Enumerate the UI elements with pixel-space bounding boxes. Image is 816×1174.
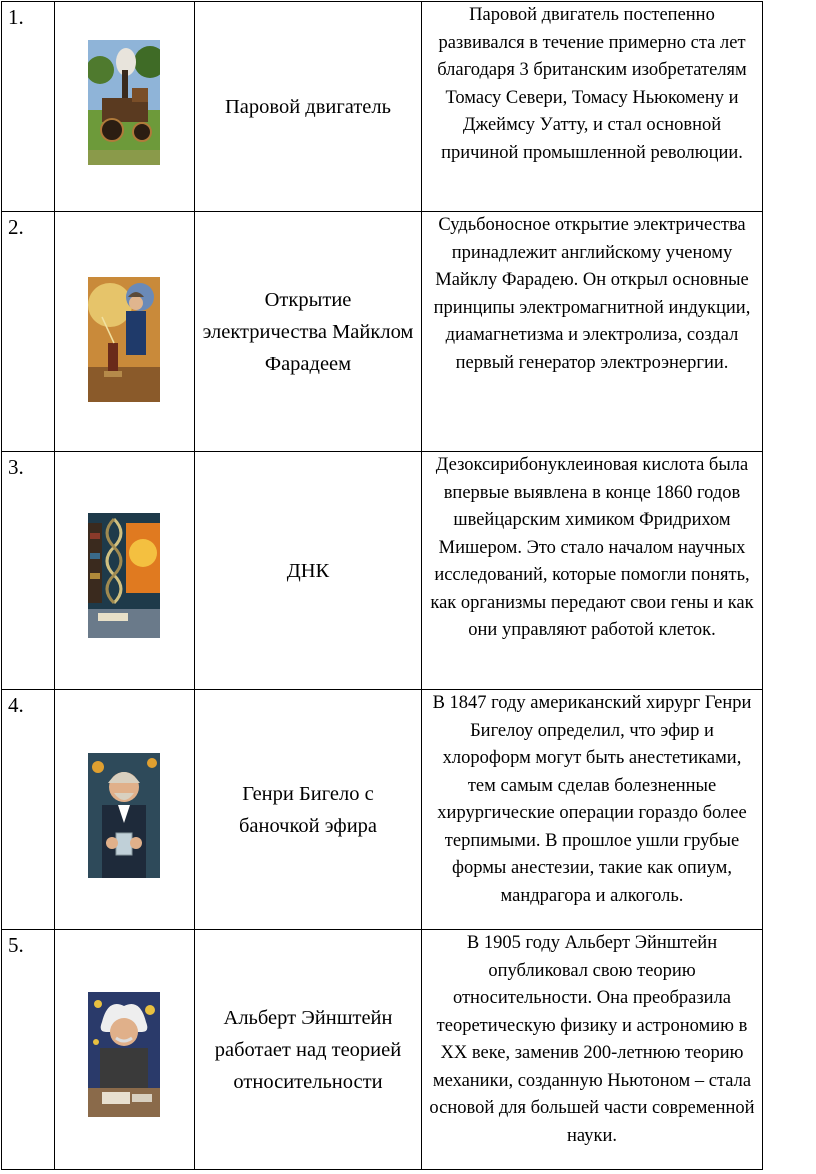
row-number: 3. — [2, 452, 55, 690]
image-cell — [55, 2, 195, 212]
row-number: 5. — [2, 930, 55, 1170]
steam-engine-illustration — [88, 40, 160, 165]
inventions-table — [1, 1, 763, 1170]
einstein-illustration — [88, 992, 160, 1117]
row-number: 1. — [2, 2, 55, 212]
faraday-illustration — [88, 277, 160, 402]
bigelow-illustration — [88, 753, 160, 878]
invention-title: Открытие электричества Майклом Фарадеем — [195, 212, 422, 452]
image-cell — [55, 212, 195, 452]
invention-title: Паровой двигатель — [195, 2, 422, 212]
table-row — [2, 690, 763, 930]
invention-description: Дезоксирибонуклеиновая кислота была впервые выявлена в конце 1860 годов швейцарским химиком Фридрихом Мишером. Это стало началом научных исследований, которые помогли понять, как организмы передают свои гены и как они управляют работой клеток. — [422, 452, 763, 690]
row-number: 4. — [2, 690, 55, 930]
invention-description: В 1847 году американский хирург Генри Бигелоу определил, что эфир и хлороформ могут быть анестетиками, тем самым сделав болезненные хирургические операции гораздо более терпимыми. В прошлое ушли грубые формы анестезии, такие как опиум, мандрагора и алкоголь. — [422, 690, 763, 930]
image-cell — [55, 690, 195, 930]
table-row — [2, 2, 763, 212]
image-cell — [55, 452, 195, 690]
invention-title: ДНК — [195, 452, 422, 690]
table-row — [2, 452, 763, 690]
image-cell — [55, 930, 195, 1170]
invention-description: Судьбоносное открытие электричества принадлежит английскому ученому Майклу Фарадею. Он открыл основные принципы электромагнитной индукции, диамагнетизма и электролиза, создал первый генератор электроэнергии. — [422, 212, 763, 452]
invention-description: В 1905 году Альберт Эйнштейн опубликовал свою теорию относительности. Она преобразила теоретическую физику и астрономию в XX веке, заменив 200-летнюю теорию механики, созданную Ньютоном – стала основой для большей части современной науки. — [422, 930, 763, 1170]
invention-description: Паровой двигатель постепенно развивался в течение примерно ста лет благодаря 3 британским изобретателям Томасу Севери, Томасу Ньюкомену и Джеймсу Уатту, и стал основной причиной промышленной революции. — [422, 2, 763, 212]
invention-title: Генри Бигело с баночкой эфира — [195, 690, 422, 930]
row-number: 2. — [2, 212, 55, 452]
invention-title: Альберт Эйнштейн работает над теорией относительности — [195, 930, 422, 1170]
dna-illustration — [88, 513, 160, 638]
table-row — [2, 212, 763, 452]
table-row — [2, 930, 763, 1170]
